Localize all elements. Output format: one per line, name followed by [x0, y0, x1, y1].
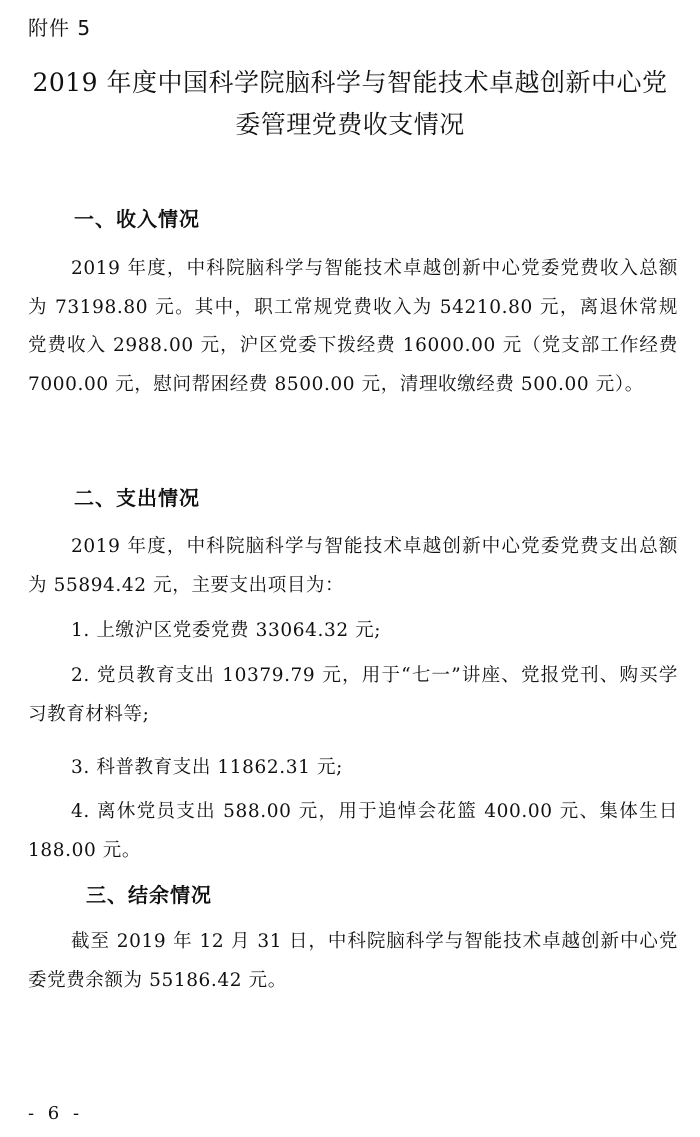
balance-paragraph: 截至 2019 年 12 月 31 日，中科院脑科学与智能技术卓越创新中心党委党费余额为 55186.42 元。: [28, 931, 678, 991]
expense-item-3: 3. 科普教育支出 11862.31 元;: [71, 757, 343, 778]
section-heading-expenses: 二、支出情况: [74, 486, 200, 510]
section-heading-income: 一、收入情况: [74, 207, 200, 231]
expenses-paragraph: 2019 年度，中科院脑科学与智能技术卓越创新中心党委党费支出总额为 55894.42 元，主要支出项目为：: [28, 536, 678, 596]
section-heading-balance: 三、结余情况: [86, 883, 212, 907]
expense-item-2: 2. 党员教育支出 10379.79 元，用于“七一”讲座、党报党刊、购买学习教育材料等;: [28, 665, 678, 725]
document-title: 2019 年度中国科学院脑科学与智能技术卓越创新中心党委管理党费收支情况: [32, 68, 668, 139]
attachment-label: 附件 5: [28, 16, 92, 40]
page-number: - 6 -: [28, 1103, 84, 1124]
expense-item-1: 1. 上缴沪区党委党费 33064.32 元;: [71, 620, 382, 641]
income-paragraph: 2019 年度，中科院脑科学与智能技术卓越创新中心党委党费收入总额为 73198.80 元。其中，职工常规党费收入为 54210.80 元，离退休常规党费收入 2988.00 元，沪区党委下拨经费 16000.00 元（党支部工作经费 7000.00 元，慰问帮困经费 8500.00 元，清理收缴经费 500.00 元）。: [28, 258, 678, 395]
expense-item-4: 4. 离休党员支出 588.00 元，用于追悼会花篮 400.00 元、集体生日 188.00 元。: [28, 801, 678, 861]
